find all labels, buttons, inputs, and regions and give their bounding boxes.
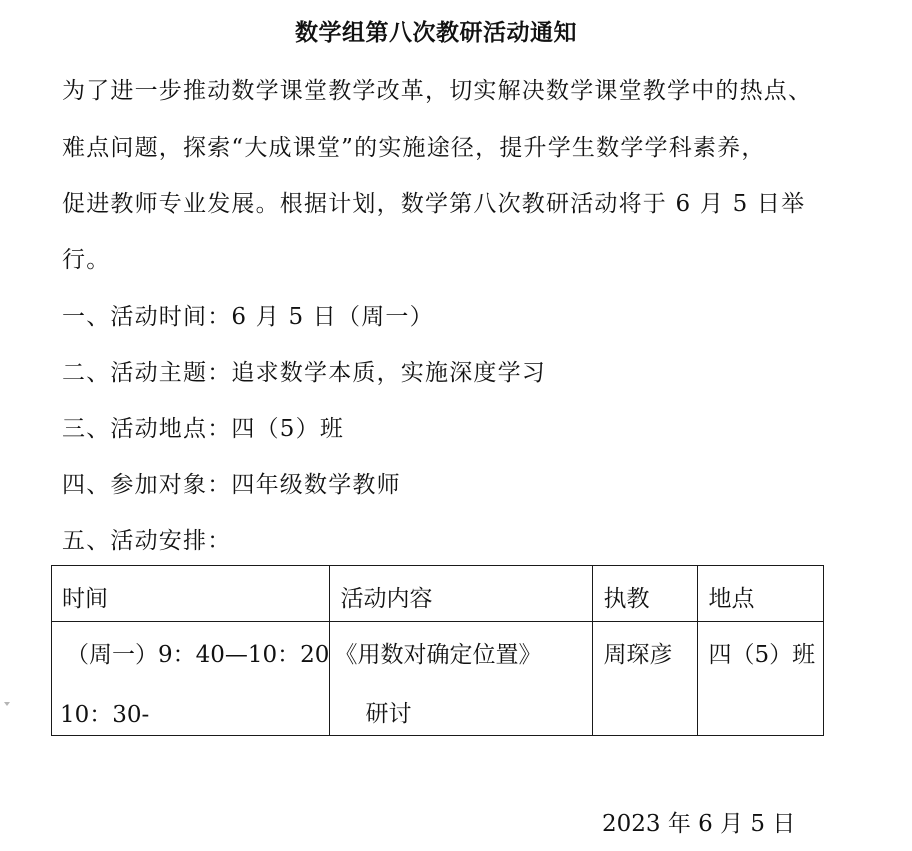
schedule-table — [51, 565, 824, 736]
content-line-2: 研讨 — [365, 701, 412, 727]
content-line-1: 《用数对确定位置》 — [334, 642, 542, 668]
location-cell — [698, 622, 824, 736]
time-line-1: （周一）9：40—10：20 — [66, 642, 330, 668]
intro-line-2: 难点问题，探索“大成课堂”的实施途径，提升学生数学学科素养， — [62, 135, 766, 161]
header-cell — [52, 566, 330, 622]
header-time: 时间 — [62, 586, 108, 612]
location-name: 四（5）班 — [708, 642, 816, 668]
document-date: 2023 年 6 月 5 日 — [602, 811, 796, 837]
table-row — [52, 622, 824, 736]
intro-line-1: 为了进一步推动数学课堂教学改革，切实解决数学课堂教学中的热点、 — [62, 78, 813, 104]
header-content: 活动内容 — [340, 586, 433, 612]
table-header-row — [52, 566, 824, 622]
item-activity-theme: 二、活动主题：追求数学本质，实施深度学习 — [62, 360, 546, 386]
header-cell — [593, 566, 698, 622]
content-cell — [330, 622, 593, 736]
time-line-2: 10：30- — [60, 702, 150, 728]
document-title: 数学组第八次教研活动通知 — [295, 20, 577, 46]
header-location: 地点 — [708, 586, 755, 612]
header-cell — [330, 566, 593, 622]
margin-marker-icon — [4, 702, 10, 706]
item-participants: 四、参加对象：四年级数学教师 — [62, 472, 401, 498]
teacher-name: 周琛彦 — [603, 642, 673, 668]
intro-line-4: 行。 — [62, 247, 111, 273]
item-activity-time: 一、活动时间：6 月 5 日（周一） — [62, 304, 434, 330]
teacher-cell — [593, 622, 698, 736]
header-teacher: 执教 — [603, 586, 650, 612]
item-activity-location: 三、活动地点：四（5）班 — [62, 416, 345, 442]
header-cell — [698, 566, 824, 622]
item-arrangement: 五、活动安排： — [62, 528, 232, 554]
time-cell — [52, 622, 330, 736]
intro-line-3: 促进教师专业发展。根据计划，数学第八次教研活动将于 6 月 5 日举 — [62, 191, 806, 217]
